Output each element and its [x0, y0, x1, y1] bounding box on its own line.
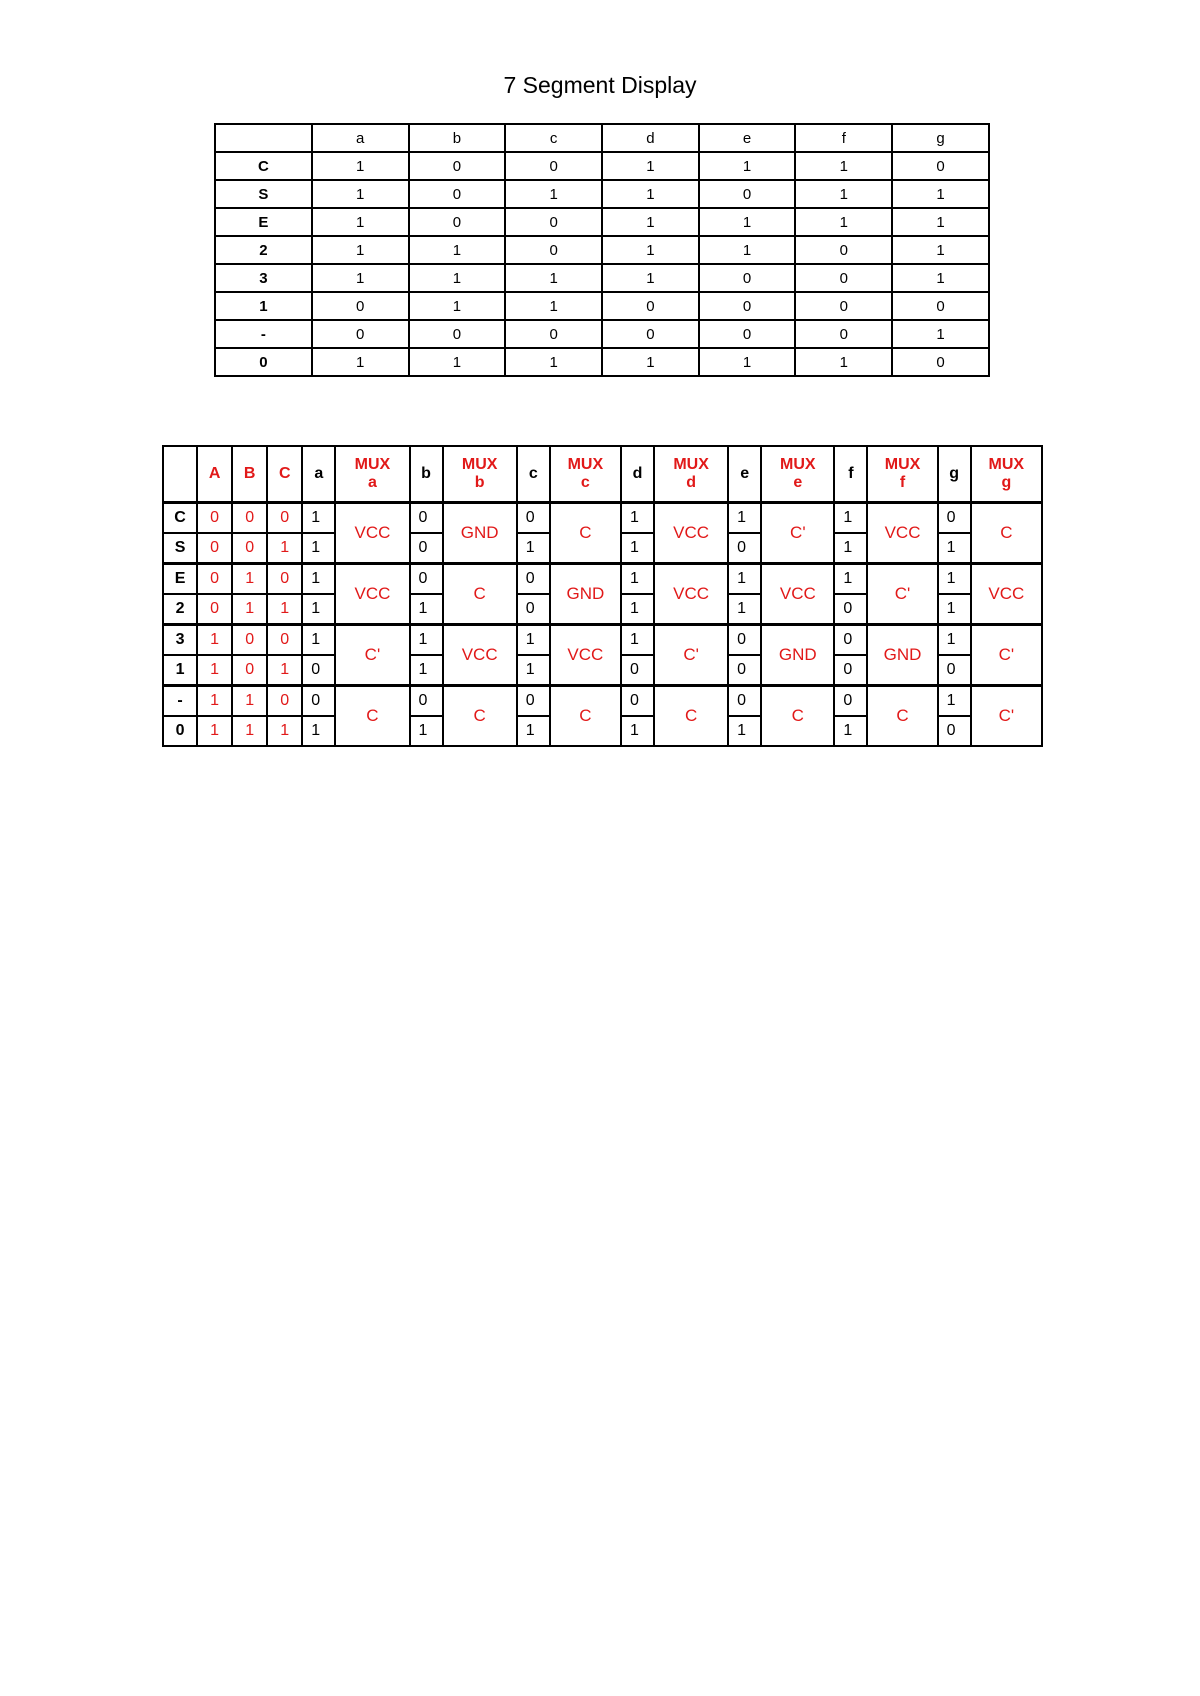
table1-cell: 1: [795, 180, 892, 208]
select-bit-cell: 1: [232, 594, 267, 625]
table1-cell: 0: [795, 292, 892, 320]
segment-value-cell: 1: [302, 716, 335, 746]
segment-truth-table: [214, 123, 990, 377]
table1-cell: 1: [409, 292, 506, 320]
segment-value-cell: 1: [410, 625, 443, 656]
table1-row: [215, 180, 989, 208]
select-bit-cell: 1: [267, 594, 302, 625]
mux-input-cell: C: [867, 686, 937, 747]
select-bit-cell: 0: [232, 655, 267, 686]
table1-cell: 0: [699, 264, 796, 292]
segment-value-cell: 0: [517, 564, 550, 595]
table2-header-cell: [867, 446, 937, 503]
table1-cell: 1: [602, 180, 699, 208]
select-bit-cell: 1: [267, 716, 302, 746]
table1-cell: 1: [312, 152, 409, 180]
table2-row-label: S: [163, 533, 197, 564]
table1-cell: 1: [892, 320, 989, 348]
table1-cell: 1: [602, 348, 699, 376]
segment-value-cell: 1: [621, 564, 654, 595]
table1-cell: 0: [409, 180, 506, 208]
mux-input-cell: GND: [550, 564, 621, 625]
table1-row-label: 1: [215, 292, 312, 320]
segment-value-cell: 1: [938, 564, 971, 595]
select-bit-cell: 0: [197, 533, 232, 564]
table2-header-cell: c: [517, 446, 550, 503]
table1-cell: 0: [505, 236, 602, 264]
table2-header-cell: B: [232, 446, 267, 503]
segment-value-cell: 0: [938, 655, 971, 686]
mux-header-line: MUX: [780, 456, 816, 473]
table1-header-cell: [215, 124, 312, 152]
mux-input-cell: GND: [443, 503, 517, 564]
segment-value-cell: 1: [302, 625, 335, 656]
table2-header-row: [163, 446, 1042, 503]
segment-value-cell: 0: [410, 564, 443, 595]
mux-input-cell: C: [443, 564, 517, 625]
table2-row-label: 2: [163, 594, 197, 625]
segment-value-cell: 1: [517, 655, 550, 686]
table2-row-label: E: [163, 564, 197, 595]
table1-cell: 0: [602, 292, 699, 320]
table1-cell: 1: [795, 348, 892, 376]
table1-row: [215, 264, 989, 292]
table1-cell: 1: [312, 180, 409, 208]
table1-cell: 1: [602, 152, 699, 180]
table1-row-label: C: [215, 152, 312, 180]
table2-header-cell: [335, 446, 409, 503]
mux-input-cell: C: [654, 686, 728, 747]
mux-input-cell: VCC: [443, 625, 517, 686]
mux-input-cell: C': [654, 625, 728, 686]
table2-row: [163, 503, 1042, 534]
select-bit-cell: 0: [267, 625, 302, 656]
table2-header-cell: g: [938, 446, 971, 503]
segment-value-cell: 1: [517, 533, 550, 564]
table2-header-cell: A: [197, 446, 232, 503]
table1-cell: 1: [505, 348, 602, 376]
table1-cell: 0: [602, 320, 699, 348]
table2-header-cell: [163, 446, 197, 503]
table2-row: [163, 625, 1042, 656]
table2-header-cell: f: [834, 446, 867, 503]
table1-cell: 1: [892, 208, 989, 236]
segment-value-cell: 1: [621, 594, 654, 625]
segment-value-cell: 1: [938, 686, 971, 717]
select-bit-cell: 0: [232, 625, 267, 656]
segment-value-cell: 0: [410, 533, 443, 564]
segment-value-cell: 1: [834, 716, 867, 746]
segment-value-cell: 0: [410, 686, 443, 717]
segment-value-cell: 1: [621, 716, 654, 746]
segment-value-cell: 0: [728, 625, 761, 656]
table1-cell: 1: [312, 208, 409, 236]
select-bit-cell: 0: [232, 503, 267, 534]
mux-input-cell: C': [761, 503, 834, 564]
mux-header-line: MUX: [567, 456, 604, 473]
table1-cell: 0: [892, 292, 989, 320]
table1-header-row: [215, 124, 989, 152]
table1-row: [215, 292, 989, 320]
table1-row: [215, 152, 989, 180]
segment-value-cell: 0: [728, 686, 761, 717]
table1-cell: 1: [795, 208, 892, 236]
table1-cell: 0: [699, 180, 796, 208]
select-bit-cell: 0: [232, 533, 267, 564]
select-bit-cell: 0: [197, 564, 232, 595]
mux-header-letter: a: [367, 474, 377, 491]
table1-cell: 0: [892, 348, 989, 376]
page-title: 7 Segment Display: [503, 72, 697, 98]
mux-implementation-table: [162, 445, 1043, 747]
table1-header-cell: g: [892, 124, 989, 152]
table2-header-cell: [761, 446, 834, 503]
segment-value-cell: 0: [728, 533, 761, 564]
table1-row-label: 2: [215, 236, 312, 264]
table2-header-cell: e: [728, 446, 761, 503]
segment-value-cell: 0: [728, 655, 761, 686]
segment-value-cell: 0: [938, 716, 971, 746]
table1-row-label: -: [215, 320, 312, 348]
table1-header-cell: b: [409, 124, 506, 152]
mux-input-cell: C': [971, 625, 1042, 686]
table1-header-cell: c: [505, 124, 602, 152]
select-bit-cell: 0: [267, 503, 302, 534]
table1-cell: 0: [409, 208, 506, 236]
segment-value-cell: 1: [938, 533, 971, 564]
mux-input-cell: VCC: [335, 564, 409, 625]
table1-cell: 1: [505, 264, 602, 292]
segment-value-cell: 1: [302, 594, 335, 625]
table1-header-cell: a: [312, 124, 409, 152]
table2-header-cell: d: [621, 446, 654, 503]
table1-header-cell: e: [699, 124, 796, 152]
table1-cell: 1: [699, 152, 796, 180]
segment-value-cell: 1: [302, 564, 335, 595]
segment-value-cell: 1: [621, 503, 654, 534]
select-bit-cell: 0: [267, 686, 302, 717]
mux-input-cell: C: [761, 686, 834, 747]
mux-input-cell: VCC: [335, 503, 409, 564]
table2-row-label: 1: [163, 655, 197, 686]
segment-value-cell: 1: [410, 594, 443, 625]
segment-value-cell: 1: [517, 625, 550, 656]
table1-row: [215, 236, 989, 264]
table1-row-label: S: [215, 180, 312, 208]
mux-header-line: MUX: [461, 456, 498, 473]
segment-value-cell: 1: [302, 503, 335, 534]
segment-value-cell: 1: [302, 533, 335, 564]
mux-input-cell: GND: [867, 625, 937, 686]
segment-value-cell: 0: [302, 655, 335, 686]
table2-header-cell: C: [267, 446, 302, 503]
segment-value-cell: 1: [834, 503, 867, 534]
segment-value-cell: 0: [621, 655, 654, 686]
table2-row-label: 3: [163, 625, 197, 656]
table1-cell: 1: [699, 208, 796, 236]
segment-value-cell: 0: [834, 655, 867, 686]
table1-cell: 1: [699, 348, 796, 376]
mux-input-cell: VCC: [654, 564, 728, 625]
select-bit-cell: 1: [232, 686, 267, 717]
segment-value-cell: 0: [517, 594, 550, 625]
segment-value-cell: 1: [517, 716, 550, 746]
select-bit-cell: 1: [197, 686, 232, 717]
table2-row: [163, 686, 1042, 717]
table1-cell: 1: [312, 264, 409, 292]
table1-cell: 1: [409, 264, 506, 292]
mux-input-cell: C: [335, 686, 409, 747]
mux-input-cell: C': [867, 564, 937, 625]
select-bit-cell: 0: [267, 564, 302, 595]
table1-row-label: 3: [215, 264, 312, 292]
segment-value-cell: 1: [834, 564, 867, 595]
mux-input-cell: VCC: [654, 503, 728, 564]
segment-value-cell: 1: [728, 564, 761, 595]
segment-value-cell: 1: [410, 716, 443, 746]
table1-row: [215, 320, 989, 348]
segment-value-cell: 0: [938, 503, 971, 534]
table1-cell: 0: [505, 208, 602, 236]
table2-header-cell: [971, 446, 1042, 503]
table1-row-label: E: [215, 208, 312, 236]
table1-cell: 0: [699, 292, 796, 320]
table1-cell: 1: [505, 180, 602, 208]
mux-input-cell: C: [971, 503, 1042, 564]
mux-input-cell: C: [550, 686, 621, 747]
table1-cell: 0: [409, 152, 506, 180]
table1-cell: 1: [312, 348, 409, 376]
table1-cell: 1: [892, 236, 989, 264]
table2-header-cell: b: [410, 446, 443, 503]
segment-value-cell: 1: [621, 625, 654, 656]
select-bit-cell: 1: [197, 655, 232, 686]
table1-cell: 0: [699, 320, 796, 348]
table1-row: [215, 208, 989, 236]
table1-cell: 0: [312, 292, 409, 320]
table1-cell: 0: [409, 320, 506, 348]
mux-input-cell: GND: [761, 625, 834, 686]
table2-row-label: C: [163, 503, 197, 534]
table1-header-cell: d: [602, 124, 699, 152]
mux-header-line: MUX: [673, 456, 709, 473]
mux-input-cell: VCC: [971, 564, 1042, 625]
segment-value-cell: 1: [834, 533, 867, 564]
select-bit-cell: 0: [197, 594, 232, 625]
mux-header-letter: c: [580, 474, 590, 491]
table2-header-cell: [550, 446, 621, 503]
segment-value-cell: 0: [621, 686, 654, 717]
table1-cell: 0: [795, 320, 892, 348]
segment-value-cell: 1: [728, 503, 761, 534]
table1-cell: 1: [505, 292, 602, 320]
mux-input-cell: VCC: [550, 625, 621, 686]
segment-value-cell: 1: [728, 716, 761, 746]
table1-cell: 1: [602, 236, 699, 264]
mux-input-cell: C: [550, 503, 621, 564]
mux-header-line: MUX: [884, 456, 921, 473]
table1-cell: 0: [312, 320, 409, 348]
segment-value-cell: 1: [938, 594, 971, 625]
table1-cell: 1: [602, 264, 699, 292]
table1-cell: 1: [795, 152, 892, 180]
table1-row-label: 0: [215, 348, 312, 376]
segment-value-cell: 1: [410, 655, 443, 686]
mux-header-letter: e: [793, 474, 803, 491]
segment-value-cell: 0: [517, 686, 550, 717]
mux-input-cell: C': [971, 686, 1042, 747]
table1-cell: 1: [892, 180, 989, 208]
table1-cell: 1: [602, 208, 699, 236]
table2-header-cell: [443, 446, 517, 503]
mux-input-cell: VCC: [867, 503, 937, 564]
table1-cell: 1: [409, 236, 506, 264]
mux-header-letter: g: [1001, 474, 1012, 491]
mux-input-cell: C: [443, 686, 517, 747]
segment-value-cell: 0: [834, 686, 867, 717]
table1-cell: 0: [795, 264, 892, 292]
select-bit-cell: 0: [197, 503, 232, 534]
table1-header-cell: f: [795, 124, 892, 152]
segment-value-cell: 0: [517, 503, 550, 534]
segment-value-cell: 1: [728, 594, 761, 625]
table1-cell: 1: [312, 236, 409, 264]
table2-row: [163, 564, 1042, 595]
mux-header-line: MUX: [354, 456, 391, 473]
mux-input-cell: VCC: [761, 564, 834, 625]
segment-value-cell: 0: [834, 625, 867, 656]
table2-header-cell: [654, 446, 728, 503]
table2-row-label: -: [163, 686, 197, 717]
select-bit-cell: 1: [197, 625, 232, 656]
table2-row-label: 0: [163, 716, 197, 746]
segment-value-cell: 1: [621, 533, 654, 564]
mux-input-cell: C': [335, 625, 409, 686]
table1-cell: 0: [795, 236, 892, 264]
select-bit-cell: 1: [232, 716, 267, 746]
segment-value-cell: 1: [938, 625, 971, 656]
table1-cell: 0: [505, 152, 602, 180]
select-bit-cell: 1: [267, 533, 302, 564]
select-bit-cell: 1: [267, 655, 302, 686]
table1-row: [215, 348, 989, 376]
table1-cell: 1: [699, 236, 796, 264]
select-bit-cell: 1: [197, 716, 232, 746]
mux-header-letter: f: [899, 474, 906, 491]
table2-header-cell: a: [302, 446, 335, 503]
select-bit-cell: 1: [232, 564, 267, 595]
segment-value-cell: 0: [410, 503, 443, 534]
mux-header-line: MUX: [988, 456, 1025, 473]
table1-cell: 1: [409, 348, 506, 376]
segment-value-cell: 0: [302, 686, 335, 717]
segment-value-cell: 0: [834, 594, 867, 625]
table1-cell: 1: [892, 264, 989, 292]
table1-cell: 0: [505, 320, 602, 348]
table1-cell: 0: [892, 152, 989, 180]
mux-header-letter: d: [686, 474, 696, 491]
mux-header-letter: b: [474, 474, 485, 491]
